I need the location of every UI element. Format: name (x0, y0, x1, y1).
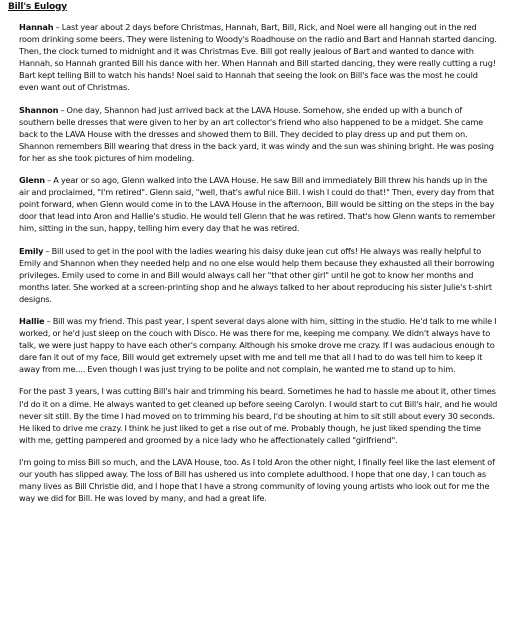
speaker-name: Glenn (19, 175, 45, 186)
speaker-name: Hannah (19, 22, 54, 32)
speaker-name: Shannon (19, 104, 59, 115)
paragraph-haircut (19, 385, 498, 445)
paragraph-text: For the past 3 years, I was cutting Bill's hair and trimming his beard. Sometimes he had to hassle me about it, other times I'd do it on a dime. He always wanted to get cleaned up before seeing Carolyn. I would start to cut Bill's hair, and he would never sit still. By the time I had moved on to trimming his beard, I'd be shouting at him to sit still about every 30 seconds. He liked to drive me crazy. I think he just liked to get a rise out of me. Probably though, he just liked spending the time with me, getting pampered and groomed by a nice lady who he affectionately called "girlfriend". (19, 386, 498, 445)
paragraph-closing (19, 456, 498, 504)
paragraph-glenn (19, 174, 498, 234)
paragraph-hannah (19, 21, 498, 94)
paragraph-text: – Bill was my friend. This past year, I spent several days alone with him, sitting in the studio. He'd talk to me while I worked, or he'd just sleep on the couch with Disco. He was there for me, keeping me company. We didn't always have to talk, we were just happy to have each other's company. Although his smoke drove me crazy. If I was audacious enough to dare fan it out of my face, Bill would get extremely upset with me and tell me that all I had to do was tell him to keep it away from me.... Even though I was just trying to be polite and not complain, he wanted me to stand up to him. (19, 315, 497, 375)
paragraph-text: – Bill used to get in the pool with the ladies wearing his daisy duke jean cut offs! He always was really helpful to Emily and Shannon when they needed help and no one else would help them because they exhausted all their borrowing privileges. Emily used to come in and Bill would always call her "that other girl" until he got to know her months and months later. She worked at a screen-printing shop and he always talked to her about reproducing his sister Julie's t-shirt designs. (19, 245, 495, 304)
paragraph-text: I'm going to miss Bill so much, and the LAVA House, too. As I told Aron the other night, I finally feel like the last element of our youth has slipped away. The loss of Bill has ushered us into complete adulthood. I hope that one day, I can touch as many lives as Bill Christie did, and I hope that I have a strong community of loving young artists who look out for me the way we did for Bill. He was loved by many, and had a great life. (19, 456, 495, 504)
paragraph-hallie (19, 315, 498, 375)
page-title: Bill's Eulogy (8, 2, 67, 12)
paragraph-text: – A year or so ago, Glenn walked into the LAVA House. He saw Bill and immediately Bill threw his hands up in the air and proclaimed, "I'm retired". Glenn said, "well, that's awful nice Bill. I wish I could do that!" Then, every day from that point forward, when Glenn would come in to the LAVA House in the afternoon, Bill would be sitting on the steps in the bay door that lead into Aron and Hallie's studio. He would tell Glenn that he was retired. That's how Glenn wants to remember him, sitting in the sun, happy, telling him every day that he was retired. (19, 175, 496, 234)
paragraph-text: – One day, Shannon had just arrived back at the LAVA House. Somehow, she ended up with a bunch of southern belle dresses that were given to her by an art collector's friend who also happened to be a midget. She came back to the LAVA House with the dresses and showed them to Bill. They decided to play dress up and put them on. Shannon remembers Bill wearing that dress in the back yard, it was windy and the sun was shining bright. He was posing for her as she took pictures of him modeling. (19, 104, 494, 163)
paragraph-shannon (19, 104, 498, 164)
paragraph-text: – Last year about 2 days before Christmas, Hannah, Bart, Bill, Rick, and Noel were all hanging out in the red room drinking some beers. They were listening to Woody's Roadhouse on the radio and Bart and Hannah started dancing. Then, the clock turned to midnight and it was Christmas Eve. Bill got really jealous of Bart and wanted to dance with Hannah, so Hannah granted Bill his dance with her. When Hannah and Bill started dancing, they were really cutting a rug! Bart kept telling Bill to watch his hands! Noel said to Hannah that seeing the look on Bill's face was the most he could even want out of Christmas. (19, 22, 497, 93)
speaker-name: Hallie (19, 315, 45, 326)
speaker-name: Emily (19, 245, 44, 256)
paragraph-emily (19, 245, 498, 305)
